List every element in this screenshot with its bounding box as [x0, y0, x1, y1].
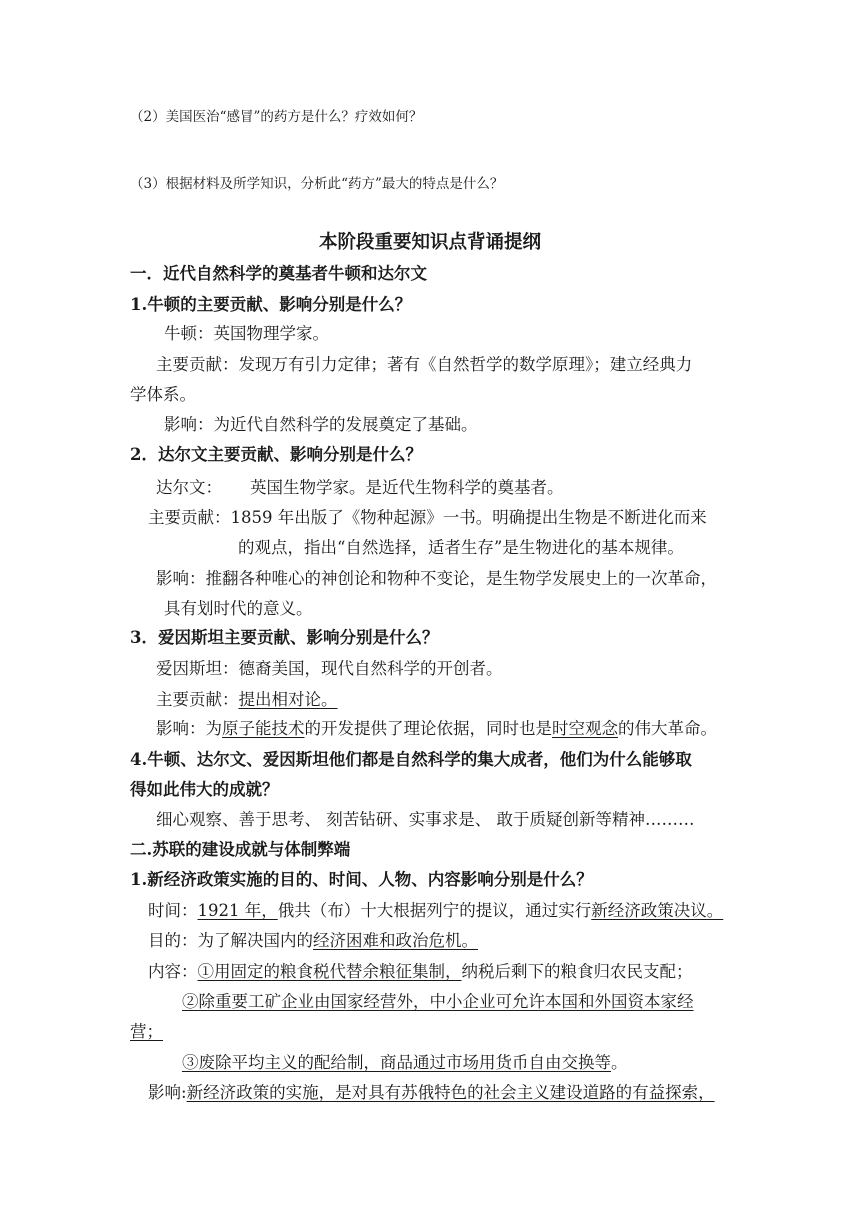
einstein-contribution-text: 提出相对论。 — [238, 690, 338, 709]
einstein-influence-atomic: 原子能技术 — [222, 719, 305, 738]
einstein-influence — [156, 718, 717, 740]
nep-influence-label: 影响: — [148, 1083, 187, 1102]
nep-purpose — [148, 930, 478, 952]
nep-content-label: 内容： — [148, 962, 198, 981]
section1-heading: 一．近代自然科学的奠基者牛顿和达尔文 — [130, 264, 427, 283]
nep-content-1-underlined: ①用固定的粮食税代替余粮征集制， — [197, 962, 462, 981]
einstein-intro: 爱因斯坦：德裔美国，现代自然科学的开创者。 — [156, 659, 503, 678]
nep-content-1 — [148, 961, 693, 983]
nep-purpose-crisis: 经济困难和政治危机。 — [313, 931, 478, 950]
section2-question1: 1.新经济政策实施的目的、时间、人物、内容影响分别是什么？ — [130, 870, 593, 889]
nep-purpose-label: 目的： — [148, 931, 198, 950]
question-2: （2）美国医治“感冒”的药方是什么？疗效如何？ — [130, 109, 423, 125]
nep-time-label: 时间： — [148, 901, 198, 920]
einstein-contribution — [156, 689, 338, 711]
newton-influence: 影响：为近代自然科学的发展奠定了基础。 — [164, 415, 478, 434]
nep-purpose-text: 为了解决国内的 — [197, 931, 313, 950]
darwin-contribution-line2: 的观点，指出“自然选择，适者生存”是生物进化的基本规律。 — [238, 538, 684, 557]
darwin-intro — [156, 477, 564, 499]
darwin-influence-line2: 具有划时代的意义。 — [164, 599, 313, 618]
nep-time-year: 1921 年， — [197, 901, 278, 920]
q4-line1: 4.牛顿、达尔文、爱因斯坦他们都是自然科学的集大成者，他们为什么能够取 — [130, 750, 692, 769]
einstein-contribution-label: 主要贡献： — [156, 690, 239, 709]
darwin-question: 2．达尔文主要贡献、影响分别是什么？ — [130, 445, 422, 464]
darwin-intro-label: 达尔文： — [156, 478, 222, 497]
outline-title: 本阶段重要知识点背诵提纲 — [318, 232, 541, 253]
q4-answer: 细心观察、善于思考、 刻苦钻研、实事求是、 敢于质疑创新等精神……… — [156, 810, 695, 829]
nep-time — [148, 900, 723, 922]
nep-content-3-period: 。 — [611, 1053, 628, 1072]
nep-influence-text: 新经济政策的实施，是对具有苏俄特色的社会主义建设道路的有益探索， — [186, 1083, 715, 1102]
newton-contribution-line1: 主要贡献：发现万有引力定律；著有《自然哲学的数学原理》；建立经典力 — [156, 355, 693, 374]
nep-content-3-underlined: ③废除平均主义的配给制，商品通过市场用货币自由交换等 — [182, 1053, 611, 1072]
nep-influence — [148, 1082, 715, 1104]
section2-heading: 二.苏联的建设成就与体制弊端 — [130, 840, 351, 859]
einstein-question: 3．爱因斯坦主要贡献、影响分别是什么？ — [130, 628, 439, 647]
einstein-influence-e: 的伟大革命。 — [618, 719, 717, 738]
darwin-influence-line1: 影响：推翻各种唯心的神创论和物种不变论，是生物学发展史上的一次革命， — [156, 569, 717, 588]
nep-time-text: 俄共（布）十大根据列宁的提议，通过实行 — [277, 901, 592, 920]
question-3: （3）根据材料及所学知识，分析此“药方”最大的特点是什么？ — [130, 176, 504, 192]
darwin-intro-text: 英国生物学家。是近代生物科学的奠基者。 — [250, 478, 564, 497]
nep-content-2-line2: 营； — [130, 1022, 163, 1041]
nep-content-1-rest: 纳税后剩下的粮食归农民支配； — [461, 962, 693, 981]
newton-contribution-line2: 学体系。 — [130, 385, 196, 404]
nep-content-2-line1: ②除重要工矿企业由国家经营外，中小企业可允许本国和外国资本家经 — [182, 992, 694, 1011]
einstein-influence-c: 的开发提供了理论依据，同时也是 — [304, 719, 552, 738]
einstein-influence-spacetime: 时空观念 — [552, 719, 618, 738]
darwin-contribution-line1: 主要贡献：1859 年出版了《物种起源》一书。明确提出生物是不断进化而来 — [148, 508, 707, 527]
newton-intro: 牛顿：英国物理学家。 — [164, 324, 329, 343]
newton-question: 1.牛顿的主要贡献、影响分别是什么？ — [130, 295, 412, 314]
q4-line2: 得如此伟大的成就？ — [130, 780, 279, 799]
nep-time-resolution: 新经济政策决议。 — [591, 901, 724, 920]
einstein-influence-a: 影响：为 — [156, 719, 222, 738]
nep-content-3 — [182, 1052, 628, 1074]
